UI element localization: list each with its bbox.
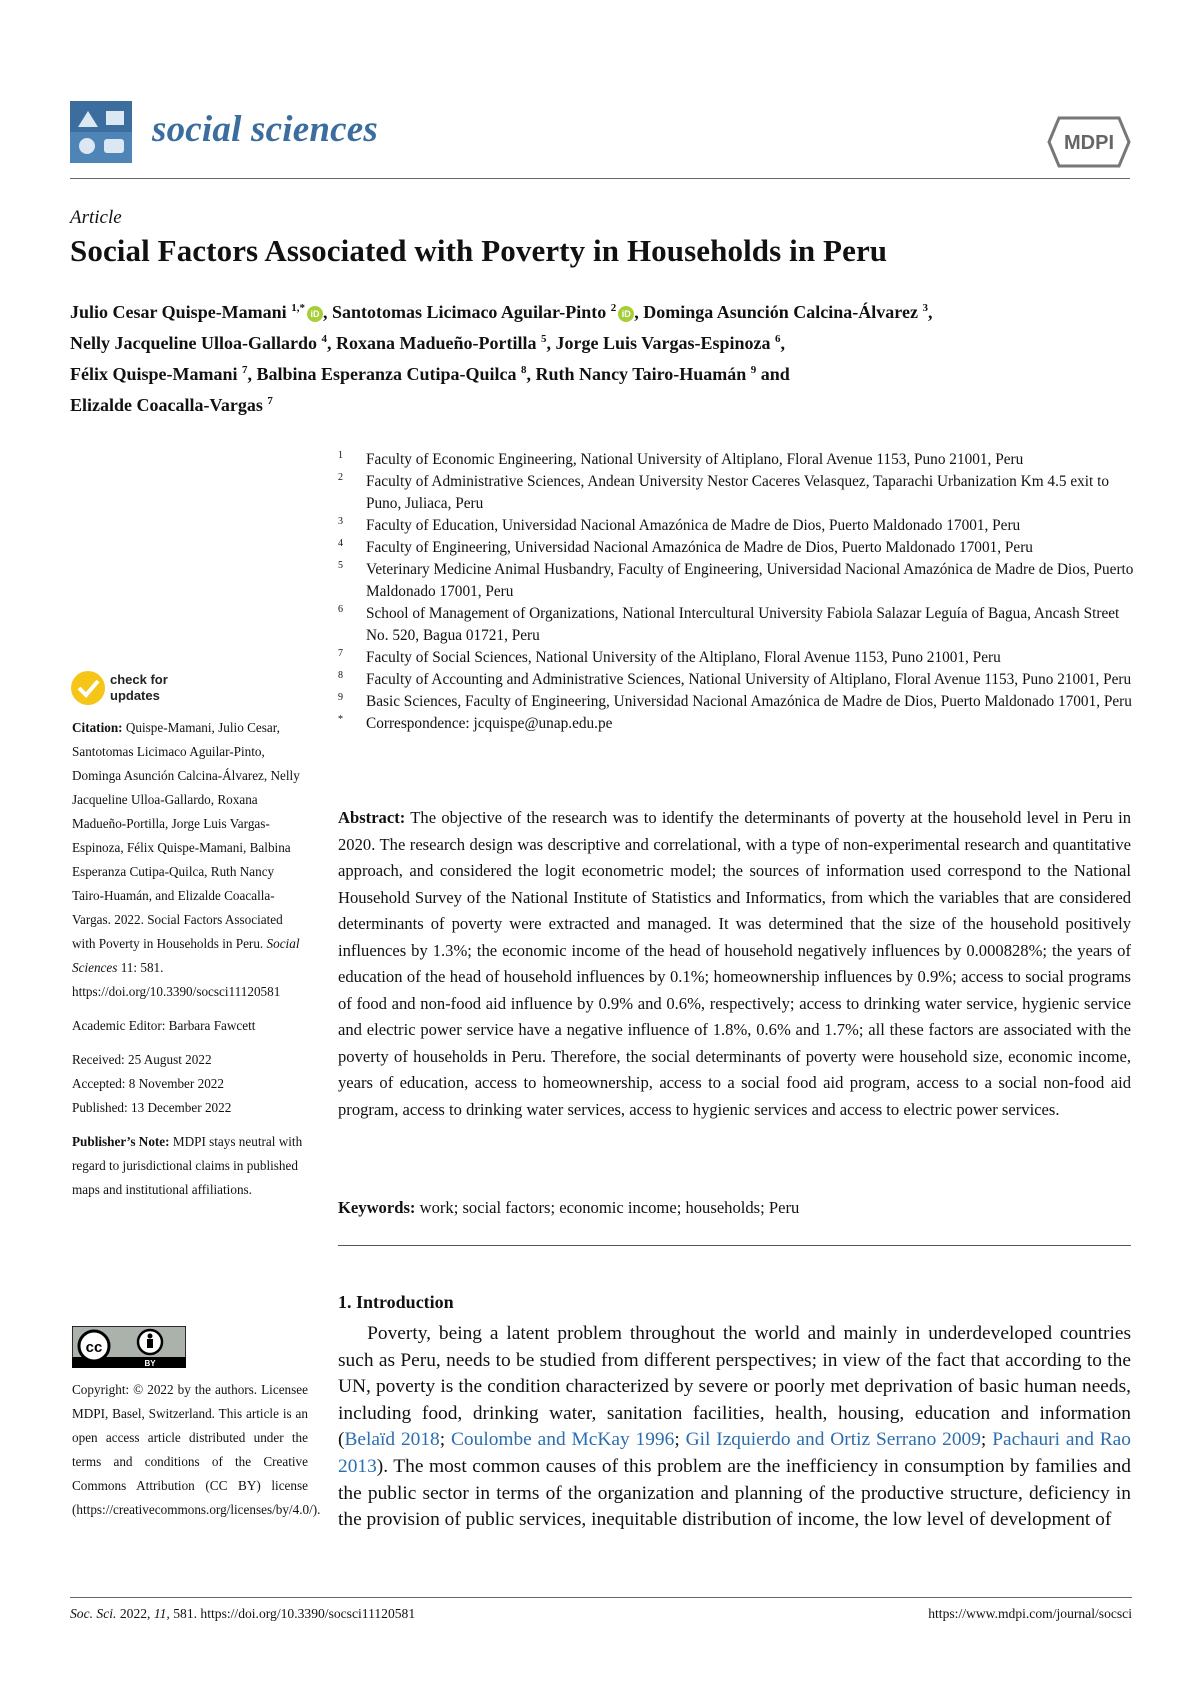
author[interactable]: Elizalde Coacalla-Vargas: [70, 395, 263, 415]
mdpi-logo-icon[interactable]: [1047, 116, 1131, 168]
svg-text:MDPI: MDPI: [1064, 132, 1114, 154]
accepted-date: Accepted: 8 November 2022: [72, 1076, 224, 1091]
affiliation: 9 Basic Sciences, Faculty of Engineering, Universidad Nacional Amazónica de Madre de Dios, Puerto Maldonado 17001, Peru: [338, 692, 1132, 710]
author[interactable]: Dominga Asunción Calcina-Álvarez: [643, 302, 918, 322]
citation: Citation: Quispe-Mamani, Julio Cesar, Santotomas Licimaco Aguilar-Pinto, Dominga Asunción Calcina-Álvarez, Nelly Jacqueline Ulloa-Gallardo, Roxana Madueño-Portilla, Jorge Luis Vargas-Espinoza, Félix Quispe-Mamani, Balbina Esperanza Cutipa-Quilca, Ruth Nancy Tairo-Huamán, and Elizalde Coacalla-Vargas. 2022. Social Factors Associated with Poverty in Households in Peru. Social Sciences 11: 581. https://doi.org/10.3390/socsci11120581: [72, 720, 300, 999]
correspondence: * Correspondence: jcquispe@unap.edu.pe: [338, 714, 613, 732]
check-for-updates-badge[interactable]: [70, 668, 180, 713]
footer-journal-url[interactable]: https://www.mdpi.com/journal/socsci: [928, 1606, 1132, 1621]
abstract-divider: [338, 1245, 1131, 1246]
article-title: Social Factors Associated with Poverty in Households in Peru: [70, 233, 888, 268]
author[interactable]: Julio Cesar Quispe-Mamani: [70, 302, 287, 322]
citation-link[interactable]: Coulombe and McKay 1996: [451, 1429, 675, 1451]
author-list: Julio Cesar Quispe-Mamani $^{1,*}$ iD , Santotomas Licimaco Aguilar-Pinto $^2$ iD , Dominga Asunción Calcina-Álvarez $^3$, Nelly Jacqueline Ulloa-Gallardo $^4$, Roxana Madueño-Portilla $^5$, Jorge Luis Vargas-Espinoza $^6$, Félix Quispe-Mamani $^7$, Balbina Esperanza Cutipa-Quilca $^8$, Ruth Nancy Tairo-Huamán $^9$ and Elizalde Coacalla-Vargas $^7$: [70, 302, 933, 415]
footer-divider: [70, 1597, 1132, 1598]
author[interactable]: Félix Quispe-Mamani: [70, 364, 238, 384]
publisher-note: Publisher’s Note: MDPI stays neutral with regard to jurisdictional claims in published maps and institutional affiliations.: [72, 1134, 303, 1197]
author[interactable]: Nelly Jacqueline Ulloa-Gallardo: [70, 333, 317, 353]
affiliation: 5 Veterinary Medicine Animal Husbandry, Faculty of Engineering, Universidad Nacional Amazónica de Madre de Dios, Puerto Maldonado 17001, Peru: [338, 560, 1134, 600]
orcid-icon[interactable]: iD: [307, 306, 323, 322]
abstract: Abstract: The objective of the research was to identify the determinants of poverty at the household level in Peru in 2020. The research design was descriptive and correlational, with a type of non-experimental research and quantitative approach, and considered the logit econometric model; the sources of information used correspond to the National Household Survey of the National Institute of Statistics and Informatics, from which the variables that are considered determinants of poverty were extracted and managed. It was determined that the size of the household positively influences by 1.3%; the economic income of the head of household negatively influences by 0.000828%; the years of education of the head of household influences by 0.1%; homeownership influences by 0.9%; access to social programs of food and non-food aid influence by 0.9% and 0.6%, respectively; access to drinking water service, hygienic service and electric power service have a negative influence of 1.8%, 0.6% and 1.7%; all these factors are associated with the poverty of households in Peru. Therefore, the social determinants of poverty were household size, economic income, years of education, access to homeownership, access to a social food aid program, access to a social non-food aid program, access to drinking water services, access to hygienic services and access to electric power services.: [338, 808, 1131, 1119]
journal-name[interactable]: social sciences: [152, 109, 378, 150]
published-date: Published: 13 December 2022: [72, 1100, 232, 1115]
author[interactable]: Balbina Esperanza Cutipa-Quilca: [256, 364, 517, 384]
section-heading: 1. Introduction: [338, 1292, 454, 1312]
author[interactable]: Jorge Luis Vargas-Espinoza: [555, 333, 771, 353]
affiliation: 8 Faculty of Accounting and Administrative Sciences, National University of Altiplano, Floral Avenue 1153, Puno 21001, Peru: [338, 670, 1132, 688]
svg-text:cc: cc: [85, 1339, 103, 1356]
article-type: Article: [70, 207, 122, 228]
affiliation: 4 Faculty of Engineering, Universidad Nacional Amazónica de Madre de Dios, Puerto Maldonado 17001, Peru: [338, 538, 1033, 556]
author[interactable]: Santotomas Licimaco Aguilar-Pinto: [331, 302, 607, 322]
svg-text:check for: check for: [110, 672, 168, 687]
header-divider: [70, 178, 1130, 179]
cc-by-license-badge[interactable]: [72, 1326, 186, 1368]
author[interactable]: Roxana Madueño-Portilla: [336, 333, 537, 353]
svg-text:updates: updates: [110, 688, 160, 703]
affiliations: [338, 449, 1138, 735]
affiliation: 7 Faculty of Social Sciences, National University of the Altiplano, Floral Avenue 1153, Puno 21001, Peru: [338, 648, 1001, 666]
author[interactable]: Ruth Nancy Tairo-Huamán: [535, 364, 747, 384]
footer-citation: Soc. Sci. 2022, 11, 581. https://doi.org/10.3390/socsci11120581: [70, 1606, 416, 1621]
citation-link[interactable]: Belaïd 2018: [344, 1429, 440, 1451]
affiliation: 6 School of Management of Organizations, National Intercultural University Fabiola Salazar Leguía of Bagua, Ancash Street No. 520, Bagua 01721, Peru: [338, 604, 1120, 644]
citation-link[interactable]: Gil Izquierdo and Ortiz Serrano 2009: [685, 1429, 981, 1451]
affiliation: 2 Faculty of Administrative Sciences, Andean University Nestor Caceres Velasquez, Taparachi Urbanization Km 4.5 exit to Puno, Juliaca, Peru: [338, 472, 1110, 512]
orcid-icon[interactable]: iD: [618, 306, 634, 322]
affiliation: 1 Faculty of Economic Engineering, National University of Altiplano, Floral Avenue 1153, Puno 21001, Peru: [338, 450, 1024, 468]
received-date: Received: 25 August 2022: [72, 1052, 212, 1067]
introduction-paragraph: Poverty, being a latent problem throughout the world and mainly in underdeveloped countries such as Peru, needs to be studied from different perspectives; in view of the fact that according to the UN, poverty is the condition characterized by severe or poorly met deprivation of basic human needs, including food, drinking water, sanitation facilities, health, housing, education and information (Belaïd 2018; Coulombe and McKay 1996; Gil Izquierdo and Ortiz Serrano 2009; Pachauri and Rao 2013). The most common causes of this problem are the inefficiency in consumption by families and the public sector in terms of the organization and planning of the productive structure, deficiency in the provision of public services, inequitable distribution of income, the low level of development of: [338, 1323, 1131, 1531]
copyright-notice: Copyright: © 2022 by the authors. Licensee MDPI, Basel, Switzerland. This article is an open access article distributed under the terms and conditions of the Creative Commons Attribution (CC BY) license (https://creativecommons.org/licenses/by/4.0/).: [72, 1382, 321, 1517]
article-info-sidebar: [72, 716, 308, 1202]
citation-link[interactable]: Pachauri and Rao 2013: [338, 1429, 1131, 1477]
journal-logo-icon: [70, 101, 132, 163]
keywords: Keywords: work; social factors; economic income; households; Peru: [338, 1198, 800, 1217]
affiliation: 3 Faculty of Education, Universidad Nacional Amazónica de Madre de Dios, Puerto Maldonado 17001, Peru: [338, 516, 1021, 534]
svg-text:BY: BY: [144, 1359, 156, 1368]
academic-editor: Academic Editor: Barbara Fawcett: [72, 1018, 256, 1033]
